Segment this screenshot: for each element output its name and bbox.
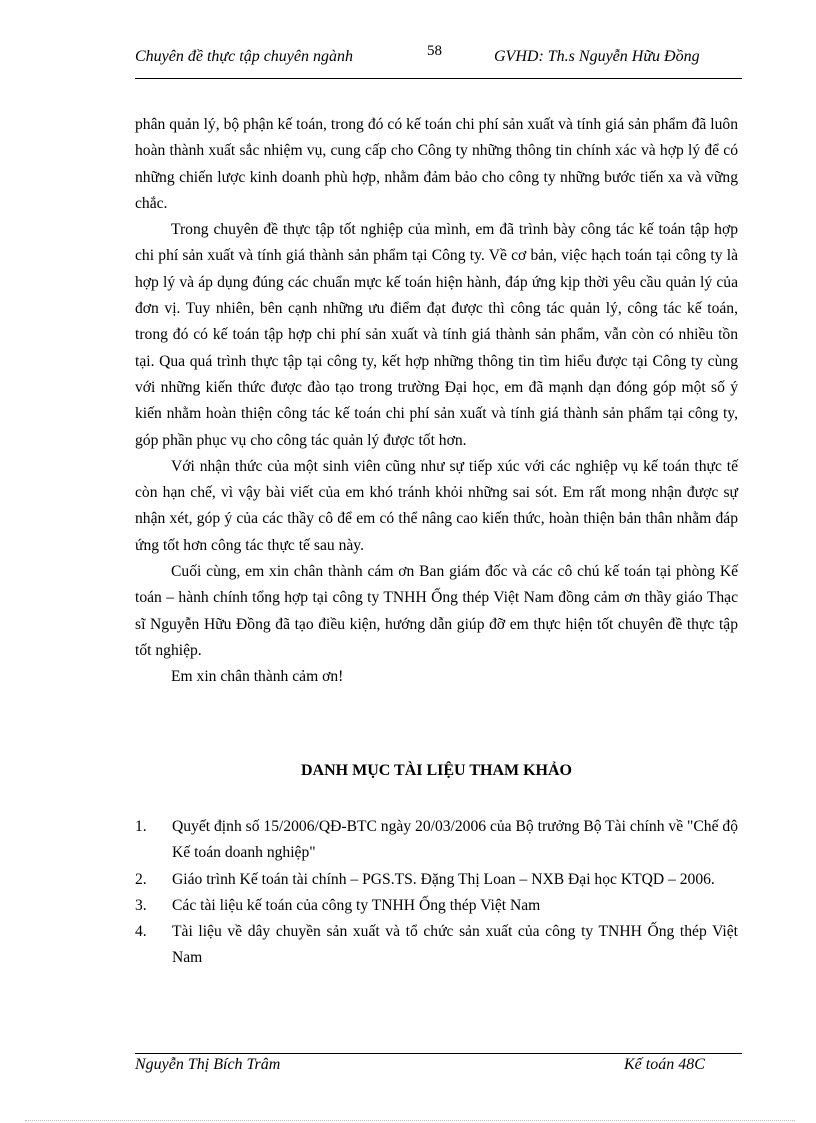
reference-item: [135, 919, 738, 972]
reference-text: Tài liệu về dây chuyền sản xuất và tổ chức sản xuất của công ty TNHH Ống thép Việt Nam: [172, 923, 738, 967]
body-text: [135, 112, 738, 691]
reference-number: 2.: [135, 870, 147, 888]
paragraph: phân quản lý, bộ phận kế toán, trong đó có kế toán chi phí sản xuất và tính giá sản phẩm đã luôn hoàn thành xuất sắc nhiệm vụ, cung cấp cho Công ty những thông tin chính xác và hợp lý để có những chiến lược kinh doanh phù hợp, nhằm đảm bảo cho công ty những bước tiến xa và vững chắc.: [135, 116, 738, 212]
references-title: DANH MỤC TÀI LIỆU THAM KHẢO: [301, 762, 572, 779]
footer-class: Kế toán 48C: [624, 1056, 705, 1073]
reference-number: 3.: [135, 896, 147, 914]
paragraph: Trong chuyên đề thực tập tốt nghiệp của mình, em đã trình bày công tác kế toán tập hợp chi phí sản xuất và tính giá thành sản phẩm tại Công ty. Về cơ bản, việc hạch toán tại công ty là hợp lý và áp dụng đúng các chuẩn mực kế toán hiện hành, đáp ứng kịp thời yêu cầu quản lý của đơn vị. Tuy nhiên, bên cạnh những ưu điểm đạt được thì công tác quản lý, công tác kế toán, trong đó có kế toán tập hợp chi phí sản xuất và tính giá thành sản phẩm, vẫn còn có nhiều tồn tại. Qua quá trình thực tập tại công ty, kết hợp những thông tin tìm hiểu được tại Công ty cùng với những kiến thức được đào tạo trong trường Đại học, em đã mạnh dạn đóng góp một số ý kiến nhằm hoàn thiện công tác kế toán chi phí sản xuất và tính giá thành sản phẩm tại công ty, góp phần phục vụ cho công tác quản lý được tốt hơn.: [135, 221, 738, 449]
header-title: Chuyên đề thực tập chuyên ngành: [135, 48, 353, 65]
reference-item: [135, 867, 738, 893]
reference-item: [135, 893, 738, 919]
reference-number: 4.: [135, 923, 147, 941]
references-list: [135, 814, 738, 972]
reference-number: 1.: [135, 818, 147, 835]
page-edge-line: [25, 1120, 795, 1121]
footer-divider: [135, 1053, 742, 1054]
reference-text: Quyết định số 15/2006/QĐ-BTC ngày 20/03/2006 của Bộ trưởng Bộ Tài chính về "Chế độ Kế toán doanh nghiệp": [172, 818, 738, 862]
page-number: 58: [427, 43, 442, 59]
reference-text: Các tài liệu kế toán của công ty TNHH Ống thép Việt Nam: [172, 896, 541, 914]
header-advisor: GVHD: Th.s Nguyễn Hữu Đồng: [494, 48, 700, 65]
footer-author: Nguyễn Thị Bích Trâm: [135, 1056, 281, 1073]
paragraph: Em xin chân thành cảm ơn!: [171, 668, 344, 686]
reference-item: [135, 814, 738, 867]
reference-text: Giáo trình Kế toán tài chính – PGS.TS. Đặng Thị Loan – NXB Đại học KTQD – 2006.: [172, 870, 715, 888]
header-divider: [135, 78, 742, 79]
paragraph: Với nhận thức của một sinh viên cũng như sự tiếp xúc với các nghiệp vụ kế toán thực tế còn hạn chế, vì vậy bài viết của em khó tránh khỏi những sai sót. Em rất mong nhận được sự nhận xét, góp ý của các thầy cô để em có thể nâng cao kiến thức, hoàn thiện bản thân nhằm đáp ứng tốt hơn công tác thực tế sau này.: [135, 457, 738, 554]
paragraph: Cuối cùng, em xin chân thành cám ơn Ban giám đốc và các cô chú kế toán tại phòng Kế toán – hành chính tổng hợp tại công ty TNHH Ống thép Việt Nam đồng cảm ơn thầy giáo Thạc sĩ Nguyễn Hữu Đồng đã tạo điều kiện, hướng dẫn giúp đỡ em thực hiện tốt chuyên đề thực tập tốt nghiệp.: [135, 563, 738, 659]
